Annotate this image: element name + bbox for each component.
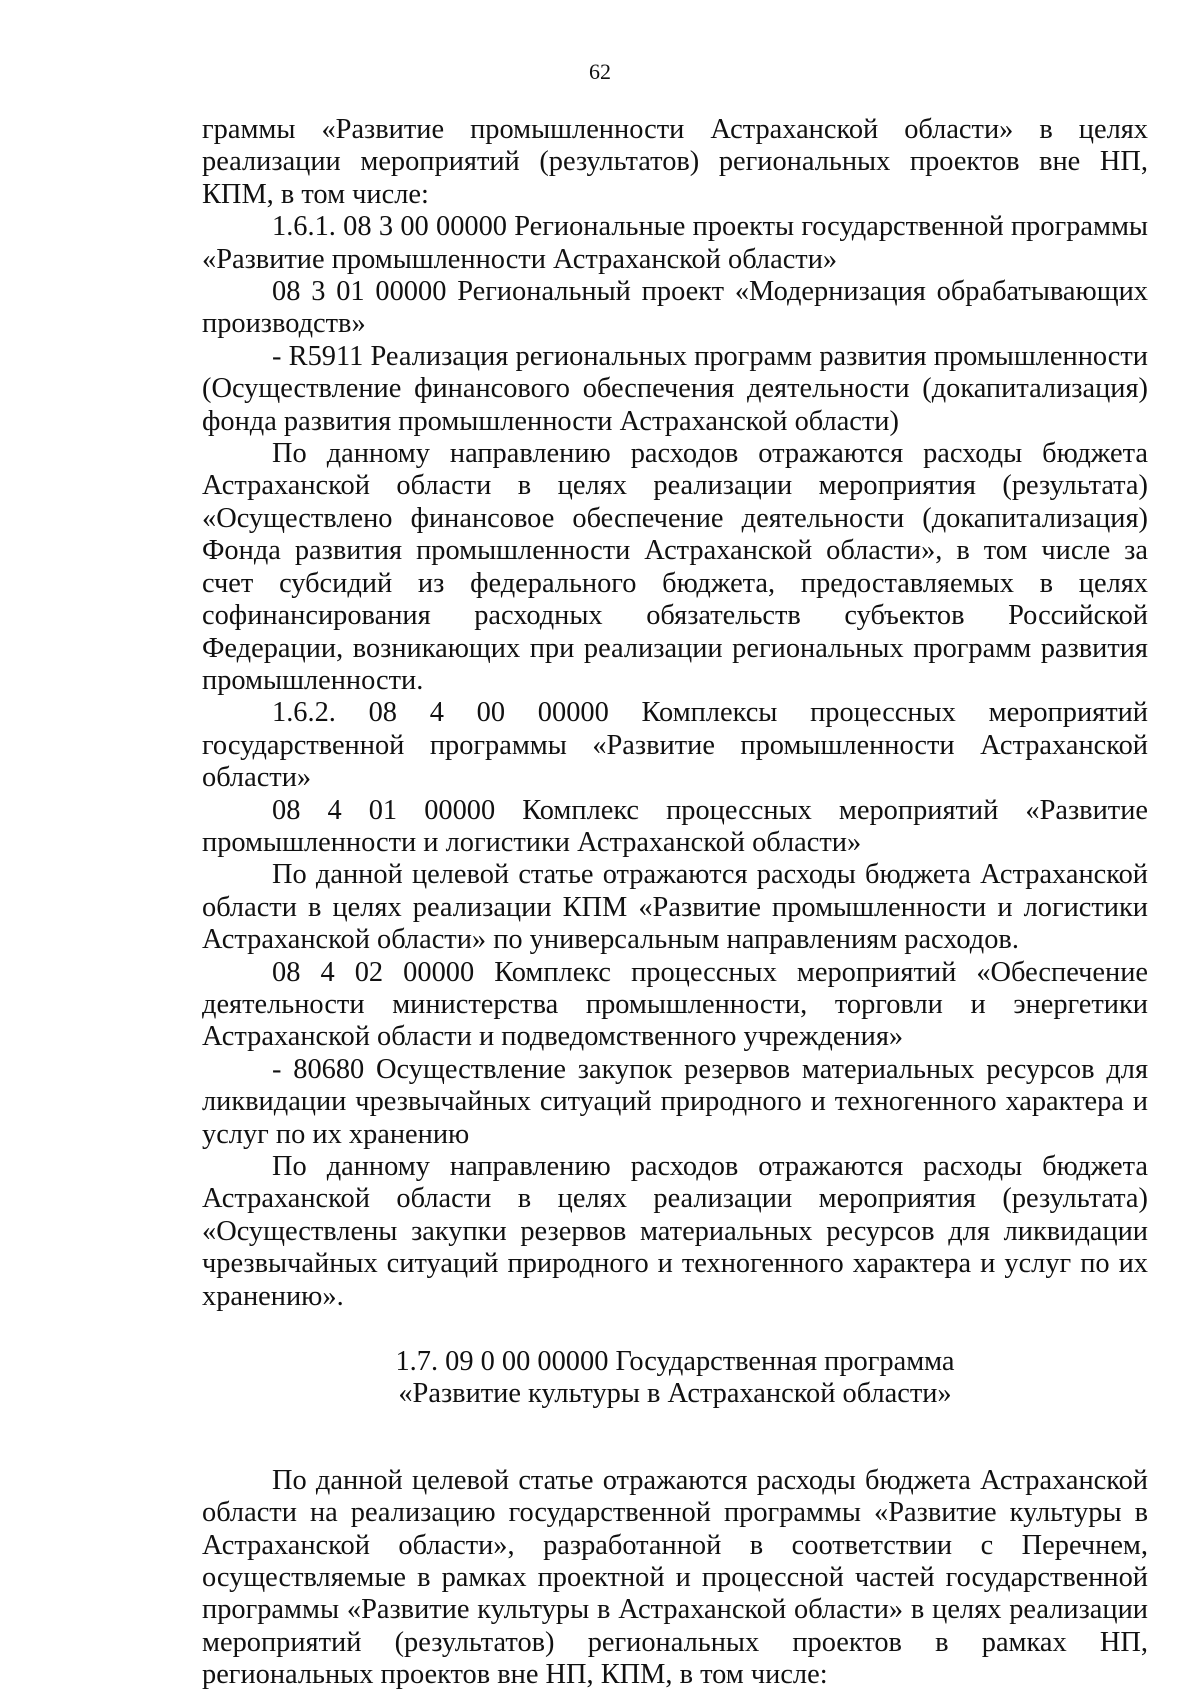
body-paragraph: По данному направлению расходов отражаются расходы бюджета Астраханской области в целях реализации мероприятия (результата) «Осуществлены закупки резервов материальных ресурсов для ликвидации чрезвычайных ситуаций природного и техногенного характера и услуг по их хранению». [202, 1151, 1148, 1312]
body-paragraph: По данной целевой статье отражаются расходы бюджета Астраханской области на реализацию государственной программы «Развитие культуры в Астраханской области», разработанной в соответствии с Перечнем, осуществляемые в рамках проектной и процессной частей государственной программы «Развитие культуры в Астраханской области» в целях реализации мероприятий (результатов) региональных проектов в рамках НП, региональных проектов вне НП, КПМ, в том числе: [202, 1464, 1148, 1691]
body-paragraph: граммы «Развитие промышленности Астраханской области» в целях реализации мероприятий (результатов) региональных проектов вне НП, КПМ, в том числе: [202, 114, 1148, 210]
body-paragraph: По данному направлению расходов отражаются расходы бюджета Астраханской области в целях реализации мероприятия (результата) «Осуществлено финансовое обеспечение деятельности (докапитализация) Фонда развития промышленности Астраханской области», в том числе за счет субсидий из федерального бюджета, предоставляемых в целях софинансирования расходных обязательств субъектов Российской Федерации, возникающих при реализации региональных программ развития промышленности. [202, 438, 1148, 696]
body-paragraph: 08 4 01 00000 Комплекс процессных мероприятий «Развитие промышленности и логистики Астраханской области» [202, 794, 1148, 858]
section-heading-line: «Развитие культуры в Астраханской области» [398, 1378, 952, 1410]
body-paragraph: 08 3 01 00000 Региональный проект «Модернизация обрабатывающих производств» [202, 276, 1148, 340]
body-paragraph: - R5911 Реализация региональных программ развития промышленности (Осуществление финансового обеспечения деятельности (докапитализация) фонда развития промышленности Астраханской области) [202, 340, 1148, 437]
section-heading-line: 1.7. 09 0 00 00000 Государственная программа [395, 1346, 955, 1378]
body-paragraph: 08 4 02 00000 Комплекс процессных мероприятий «Обеспечение деятельности министерства промышленности, торговли и энергетики Астраханской области и подведомственного учреждения» [202, 956, 1148, 1053]
section-heading [202, 1346, 1148, 1411]
body-paragraph: 1.6.1. 08 3 00 00000 Региональные проекты государственной программы «Развитие промышленности Астраханской области» [202, 211, 1148, 275]
body-paragraph: 1.6.2. 08 4 00 00000 Комплексы процессных мероприятий государственной программы «Развитие промышленности Астраханской области» [202, 697, 1148, 794]
body-paragraph: По данной целевой статье отражаются расходы бюджета Астраханской области в целях реализации КПМ «Развитие промышленности и логистики Астраханской области» по универсальным направлениям расходов. [202, 859, 1148, 956]
body-paragraph: - 80680 Осуществление закупок резервов материальных ресурсов для ликвидации чрезвычайных ситуаций природного и техногенного характера и услуг по их хранению [202, 1053, 1148, 1150]
page-number: 62 [589, 59, 611, 84]
document-body [202, 114, 1148, 1692]
